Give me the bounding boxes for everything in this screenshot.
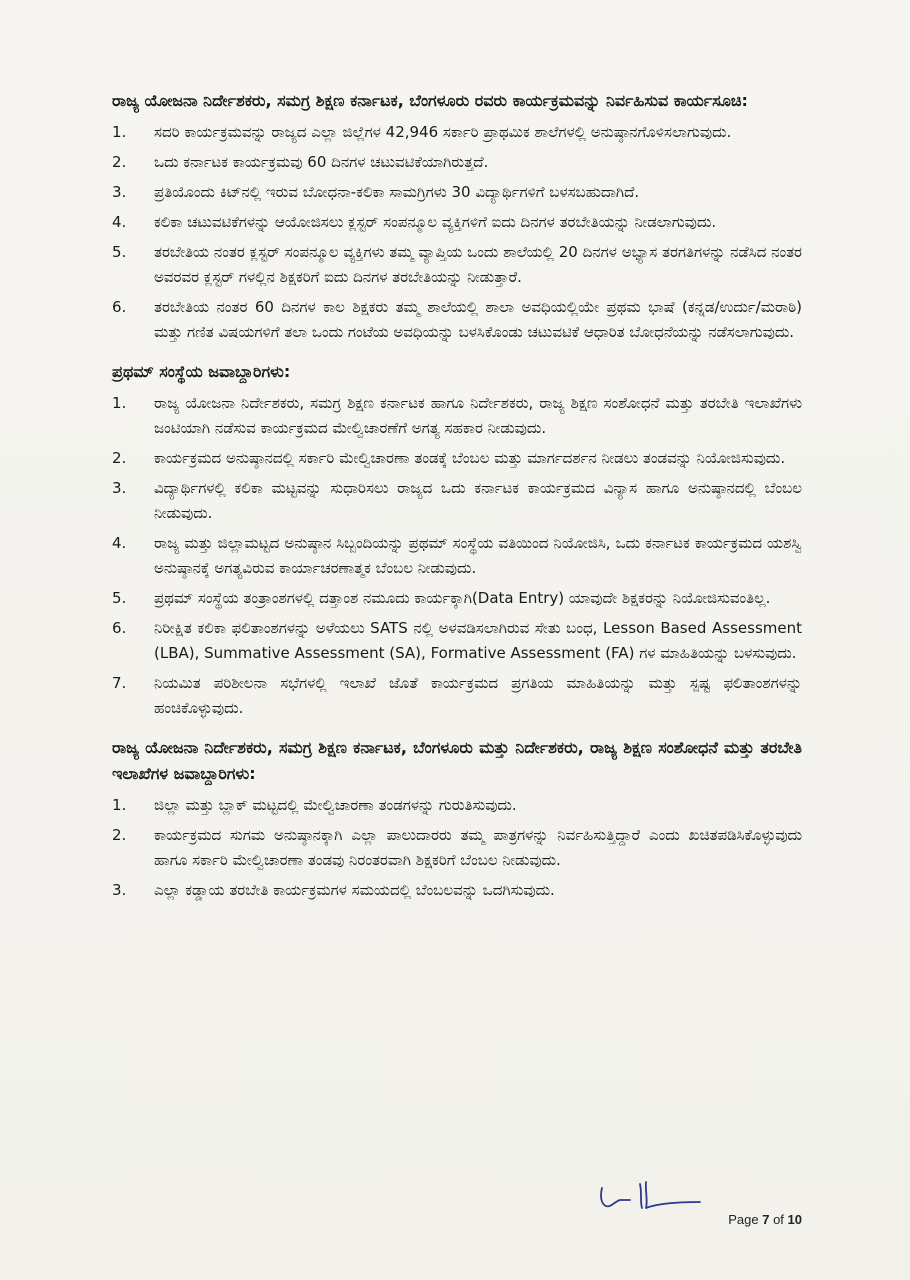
item-number: 5.	[112, 243, 127, 261]
item-text: ಕಾರ್ಯಕ್ರಮದ ಸುಗಮ ಅನುಷ್ಠಾನಕ್ಕಾಗಿ ಎಲ್ಲಾ ಪಾಲುದಾರರು ತಮ್ಮ ಪಾತ್ರಗಳನ್ನು ನಿರ್ವಹಿಸುತ್ತಿದ್ದಾರೆ ಎಂದು ಖಚಿತಪಡಿಸಿಕೊಳ್ಳುವುದು ಹಾಗೂ ಸರ್ಕಾರಿ ಮೇಲ್ವಿಚಾರಣಾ ತಂಡವು ನಿರಂತರವಾಗಿ ಶಿಕ್ಷಕರಿಗೆ ಬೆಂಬಲ ನೀಡುವುದು.	[154, 826, 802, 869]
list-item	[112, 210, 802, 235]
list-item	[112, 823, 802, 873]
list-item	[112, 295, 802, 345]
item-number: 2.	[112, 826, 127, 844]
section-heading-pratham-responsibilities: ಪ್ರಥಮ್ ಸಂಸ್ಥೆಯ ಜವಾಬ್ದಾರಿಗಳು:	[112, 362, 291, 381]
item-text: ತರಬೇತಿಯ ನಂತರ ಕ್ಲಸ್ಟರ್ ಸಂಪನ್ಮೂಲ ವ್ಯಕ್ತಿಗಳು ತಮ್ಮ ವ್ಯಾಪ್ತಿಯ ಒಂದು ಶಾಲೆಯಲ್ಲಿ 20 ದಿನಗಳ ಅಭ್ಯಾಸ ತರಗತಿಗಳನ್ನು ನಡೆಸಿದ ನಂತರ ಅವರವರ ಕ್ಲಸ್ಟರ್ ಗಳಲ್ಲಿನ ಶಿಕ್ಷಕರಿಗೆ ಐದು ದಿನಗಳ ತರಬೇತಿಯನ್ನು ನೀಡುತ್ತಾರೆ.	[154, 243, 802, 286]
item-number: 1.	[112, 123, 127, 141]
item-text: ವಿದ್ಯಾರ್ಥಿಗಳಲ್ಲಿ ಕಲಿಕಾ ಮಟ್ಟವನ್ನು ಸುಧಾರಿಸಲು ರಾಜ್ಯದ ಒದು ಕರ್ನಾಟಕ ಕಾರ್ಯಕ್ರಮದ ವಿನ್ಯಾಸ ಹಾಗೂ ಅನುಷ್ಠಾನದಲ್ಲಿ ಬೆಂಬಲ ನೀಡುವುದು.	[154, 479, 802, 522]
page-separator: of	[769, 1212, 788, 1227]
item-number: 3.	[112, 479, 127, 497]
item-text: ಜಿಲ್ಲಾ ಮತ್ತು ಬ್ಲಾಕ್ ಮಟ್ಟದಲ್ಲಿ ಮೇಲ್ವಿಚಾರಣಾ ತಂಡಗಳನ್ನು ಗುರುತಿಸುವುದು.	[154, 796, 517, 814]
page-content	[112, 88, 802, 908]
list-item	[112, 476, 802, 526]
page-current: 7	[762, 1212, 770, 1227]
list-item	[112, 120, 802, 145]
item-text: ಎಲ್ಲಾ ಕಡ್ಡಾಯ ತರಬೇತಿ ಕಾರ್ಯಕ್ರಮಗಳ ಸಮಯದಲ್ಲಿ ಬೆಂಬಲವನ್ನು ಒದಗಿಸುವುದು.	[154, 881, 555, 899]
item-number: 1.	[112, 796, 127, 814]
item-number: 2.	[112, 153, 127, 171]
item-text: ಕಾರ್ಯಕ್ರಮದ ಅನುಷ್ಠಾನದಲ್ಲಿ ಸರ್ಕಾರಿ ಮೇಲ್ವಿಚಾರಣಾ ತಂಡಕ್ಕೆ ಬೆಂಬಲ ಮತ್ತು ಮಾರ್ಗದರ್ಶನ ನೀಡಲು ತಂಡವನ್ನು ನಿಯೋಜಿಸುವುದು.	[154, 449, 786, 467]
item-text: ರಾಜ್ಯ ಮತ್ತು ಜಿಲ್ಲಾಮಟ್ಟದ ಅನುಷ್ಠಾನ ಸಿಬ್ಬಂದಿಯನ್ನು ಪ್ರಥಮ್ ಸಂಸ್ಥೆಯ ವತಿಯಿಂದ ನಿಯೋಜಿಸಿ, ಒದು ಕರ್ನಾಟಕ ಕಾರ್ಯಕ್ರಮದ ಯಶಸ್ವಿ ಅನುಷ್ಠಾನಕ್ಕೆ ಅಗತ್ಯವಿರುವ ಕಾರ್ಯಾಚರಣಾತ್ಮಕ ಬೆಂಬಲ ನೀಡುವುದು.	[154, 534, 802, 577]
list-item	[112, 586, 802, 611]
item-number: 7.	[112, 674, 127, 692]
list-item	[112, 616, 802, 666]
list-item	[112, 531, 802, 581]
item-number: 5.	[112, 589, 127, 607]
item-number: 4.	[112, 213, 127, 231]
list-item	[112, 446, 802, 471]
item-text: ಪ್ರತಿಯೊಂದು ಕಿಟ್‌ನಲ್ಲಿ ಇರುವ ಬೋಧನಾ-ಕಲಿಕಾ ಸಾಮಗ್ರಿಗಳು 30 ವಿದ್ಯಾರ್ಥಿಗಳಿಗೆ ಬಳಸಬಹುದಾಗಿದೆ.	[154, 183, 640, 201]
list-item	[112, 878, 802, 903]
item-text: ಕಲಿಕಾ ಚಟುವಟಿಕೆಗಳನ್ನು ಆಯೋಜಿಸಲು ಕ್ಲಸ್ಟರ್ ಸಂಪನ್ಮೂಲ ವ್ಯಕ್ತಿಗಳಿಗೆ ಐದು ದಿನಗಳ ತರಬೇತಿಯನ್ನು ನೀಡಲಾಗುವುದು.	[154, 213, 717, 231]
list-item	[112, 150, 802, 175]
item-text: ರಾಜ್ಯ ಯೋಜನಾ ನಿರ್ದೇಶಕರು, ಸಮಗ್ರ ಶಿಕ್ಷಣ ಕರ್ನಾಟಕ ಹಾಗೂ ನಿರ್ದೇಶಕರು, ರಾಜ್ಯ ಶಿಕ್ಷಣ ಸಂಶೋಧನೆ ಮತ್ತು ತರಬೇತಿ ಇಲಾಖೆಗಳು ಜಂಟಿಯಾಗಿ ನಡೆಸುವ ಕಾರ್ಯಕ್ರಮದ ಮೇಲ್ವಿಚಾರಣೆಗೆ ಅಗತ್ಯ ಸಹಕಾರ ನೀಡುವುದು.	[154, 394, 802, 437]
list-item	[112, 671, 802, 721]
list-item	[112, 180, 802, 205]
item-number: 6.	[112, 298, 127, 316]
item-number: 4.	[112, 534, 127, 552]
item-text: ಪ್ರಥಮ್ ಸಂಸ್ಥೆಯ ತಂತ್ರಾಂಶಗಳಲ್ಲಿ ದತ್ತಾಂಶ ನಮೂದು ಕಾರ್ಯಕ್ಕಾಗಿ(Data Entry) ಯಾವುದೇ ಶಿಕ್ಷಕರನ್ನು ನಿಯೋಜಿಸುವಂತಿಲ್ಲ.	[154, 589, 771, 607]
section-heading-spd-director-responsibilities: ರಾಜ್ಯ ಯೋಜನಾ ನಿರ್ದೇಶಕರು, ಸಮಗ್ರ ಶಿಕ್ಷಣ ಕರ್ನಾಟಕ, ಬೆಂಗಳೂರು ಮತ್ತು ನಿರ್ದೇಶಕರು, ರಾಜ್ಯ ಶಿಕ್ಷಣ ಸಂಶೋಧನೆ ಮತ್ತು ತರಬೇತಿ ಇಲಾಖೆಗಳ ಜವಾಬ್ದಾರಿಗಳು:	[112, 738, 802, 783]
section-heading-spd-agenda: ರಾಜ್ಯ ಯೋಜನಾ ನಿರ್ದೇಶಕರು, ಸಮಗ್ರ ಶಿಕ್ಷಣ ಕರ್ನಾಟಕ, ಬೆಂಗಳೂರು ರವರು ಕಾರ್ಯಕ್ರಮವನ್ನು ನಿರ್ವಹಿಸುವ ಕಾರ್ಯಸೂಚಿ:	[112, 91, 748, 110]
page-total: 10	[787, 1212, 802, 1227]
item-number: 3.	[112, 881, 127, 899]
item-number: 3.	[112, 183, 127, 201]
item-number: 1.	[112, 394, 127, 412]
pratham-responsibilities-list	[112, 391, 802, 721]
handwritten-signature	[596, 1178, 706, 1212]
list-item	[112, 793, 802, 818]
item-text: ಸದರಿ ಕಾರ್ಯಕ್ರಮವನ್ನು ರಾಜ್ಯದ ಎಲ್ಲಾ ಜಿಲ್ಲೆಗಳ 42,946 ಸರ್ಕಾರಿ ಪ್ರಾಥಮಿಕ ಶಾಲೆಗಳಲ್ಲಿ ಅನುಷ್ಠಾನಗೊಳಿಸಲಾಗುವುದು.	[154, 123, 732, 141]
page-prefix: Page	[728, 1212, 763, 1227]
item-number: 2.	[112, 449, 127, 467]
item-text: ಒದು ಕರ್ನಾಟಕ ಕಾರ್ಯಕ್ರಮವು 60 ದಿನಗಳ ಚಟುವಟಿಕೆಯಾಗಿರುತ್ತದೆ.	[154, 153, 489, 171]
list-item	[112, 391, 802, 441]
item-text: ನಿರೀಕ್ಷಿತ ಕಲಿಕಾ ಫಲಿತಾಂಶಗಳನ್ನು ಅಳೆಯಲು SATS ನಲ್ಲಿ ಅಳವಡಿಸಲಾಗಿರುವ ಸೇತು ಬಂಧ, Lesson Based Assessment (LBA), Summative Assessment (SA), Formative Assessment (FA) ಗಳ ಮಾಹಿತಿಯನ್ನು ಬಳಸುವುದು.	[154, 619, 802, 662]
spd-agenda-list	[112, 120, 802, 345]
item-text: ನಿಯಮಿತ ಪರಿಶೀಲನಾ ಸಭೆಗಳಲ್ಲಿ ಇಲಾಖೆ ಜೊತೆ ಕಾರ್ಯಕ್ರಮದ ಪ್ರಗತಿಯ ಮಾಹಿತಿಯನ್ನು ಮತ್ತು ಸ್ಪಷ್ಟ ಫಲಿತಾಂಶಗಳನ್ನು ಹಂಚಿಕೊಳ್ಳುವುದು.	[154, 674, 802, 717]
item-text: ತರಬೇತಿಯ ನಂತರ 60 ದಿನಗಳ ಕಾಲ ಶಿಕ್ಷಕರು ತಮ್ಮ ಶಾಲೆಯಲ್ಲಿ ಶಾಲಾ ಅವಧಿಯಲ್ಲಿಯೇ ಪ್ರಥಮ ಭಾಷೆ (ಕನ್ನಡ/ಉರ್ದು/ಮರಾಠಿ) ಮತ್ತು ಗಣಿತ ವಿಷಯಗಳಿಗೆ ತಲಾ ಒಂದು ಗಂಟೆಯ ಅವಧಿಯನ್ನು ಬಳಸಿಕೊಂಡು ಚಟುವಟಿಕೆ ಆಧಾರಿತ ಬೋಧನೆಯನ್ನು ನಡೆಸಲಾಗುವುದು.	[154, 298, 802, 341]
item-number: 6.	[112, 619, 127, 637]
page-number	[728, 1212, 802, 1227]
spd-director-responsibilities-list	[112, 793, 802, 903]
list-item	[112, 240, 802, 290]
